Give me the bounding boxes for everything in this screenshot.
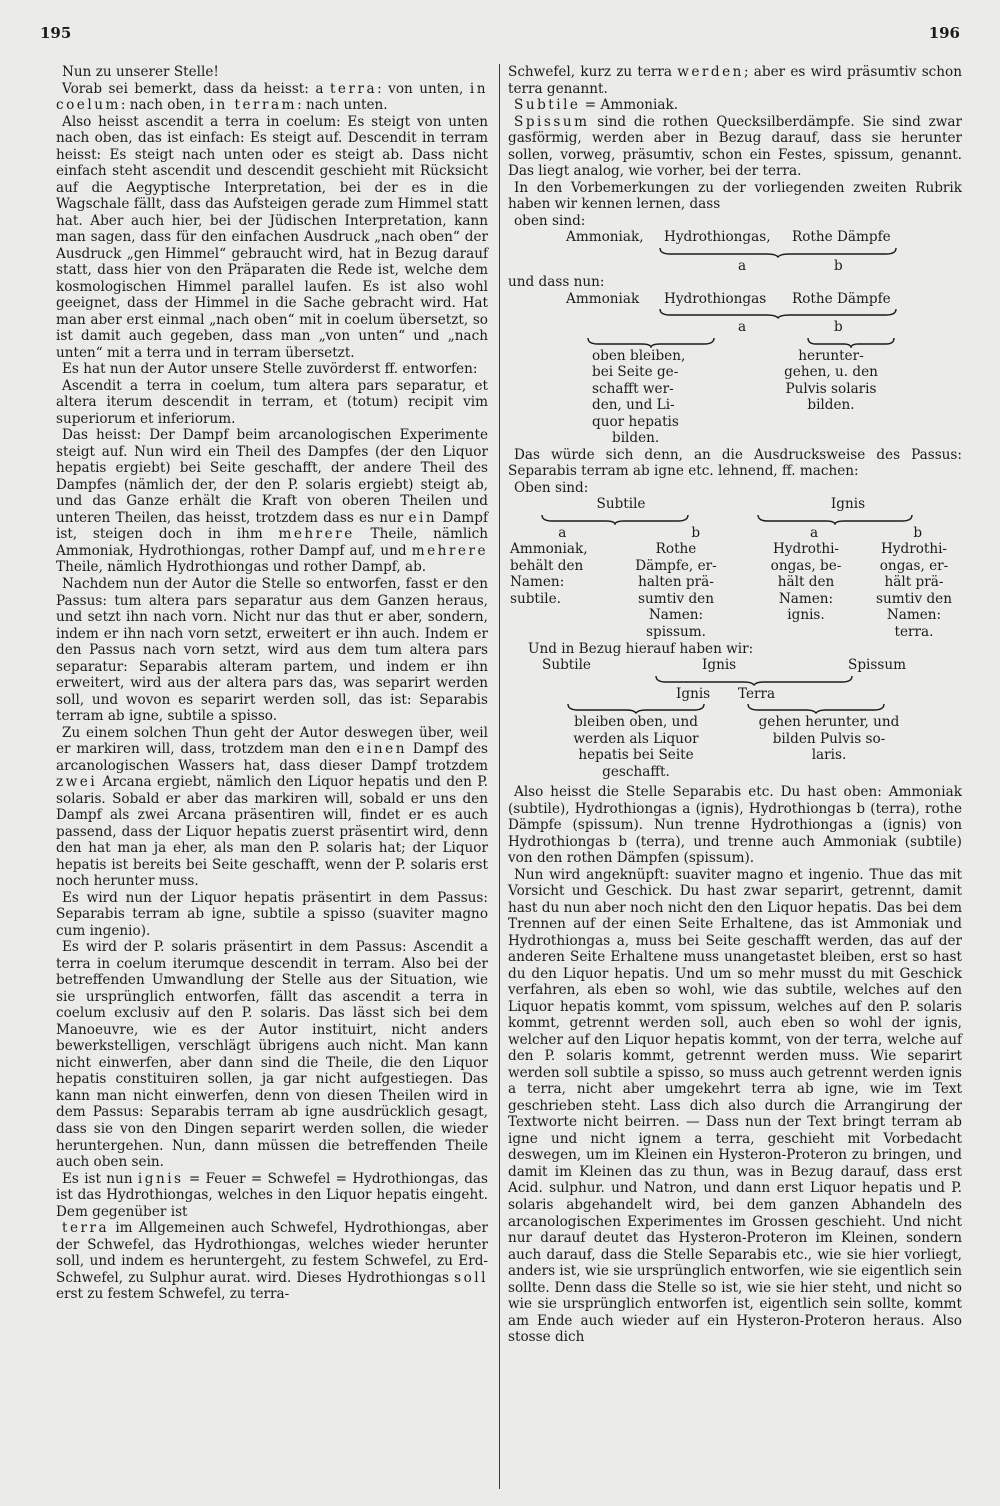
left-column [56,64,488,1303]
paragraph: Ascendit a terra in coelum, tum altera pars separatur, et altera iterum descendit in terram, et (totum) recipit vim superiorum et inferiorum. [56,377,488,427]
diagram-oben-sind [508,496,962,640]
diagram-cell: Hydrothi- ongas, er- hält prä- sumtiv den Namen: terra. [876,541,952,640]
diagram-note-left: bleiben oben, und werden als Liquor hepatis bei Seite geschafft. [573,714,699,780]
brace [756,513,914,525]
diagram-note-right: herunter- gehen, u. den Pulvis solaris bilden. [784,347,878,414]
brace [566,702,706,714]
paragraph: Also heisst ascendit a terra in coelum: Es steigt von unten nach oben, das ist einfach: Es steigt auf. Descendit in terram heisst: Es steigt nach unten oder es steigt ab. Dass nicht einfach steht ascendit und descendit geschieht mit Rücksicht auf die Aegyptische Interpretation, bei der es in die Wagschale fällt, dass das Aufsteigen gerade zum Himmel statt hat. Aber auch hier, bei der Jüdischen Interpretation, kann man sagen, dass für den einfachen Ausdruck „nach oben“ der Ausdruck „gen Himmel“ gebraucht wird, hat in Bezug darauf statt, dass hier von den Präparaten die Rede ist, welche dem kosmologischen Himmel parallel laufen. Es ist also wohl geeignet, dass der Himmel in die Sache gebracht wird. Hat man aber erst einmal „nach oben“ mit in coelum übersetzt, so ist damit auch gegeben, dass man „von unten“ und „nach unten“ mit a terra und in terram übersetzt. [56,113,488,361]
paragraph: Nachdem nun der Autor die Stelle so entworfen, fasst er den Passus: tum altera pars separatur aus dem Ganzen heraus, und setzt ihn nach vorn. Nicht nur das thut er aber, sondern, indem er ihn nach vorn setzt, erweitert er ihn auch. Indem er den Passus nach vorn setzt, wird aus dem tum altera pars separatur: Separabis alteram partem, und indem er ihn erweitert, wird aus der altera pars das, was separirt werden soll, und wovon es separirt werden soll, das ist: Separabis terram ab igne, subtile a spisso. [56,575,488,725]
brace [654,674,854,686]
paragraph: Es wird nun der Liquor hepatis präsentirt in dem Passus: Separabis terram ab igne, subtile a spisso (suaviter magno cum ingenio). [56,889,488,939]
paragraph: oben sind: [514,212,586,229]
diagram-label: a [737,257,747,274]
paragraph: Subtile = Ammoniak. [514,97,679,114]
paragraph: Es hat nun der Autor unsere Stelle zuvörderst ff. entworfen: [62,361,478,378]
paragraph: terra im Allgemeinen auch Schwefel, Hydrothiongas, aber der Schwefel, das Hydrothiongas, welches wieder herunter soll, und indem es heruntergeht, zu festem Schwefel, zu Erd-Schwefel, zu Sulphur aurat. wird. Dieses Hydrothiongas soll erst zu festem Schwefel, zu terra- [56,1220,488,1303]
diagram-label: a [810,524,819,541]
diagram-cell: Hydrothi- ongas, be- hält den Namen: ignis. [770,541,842,624]
diagram-nun [566,291,962,447]
diagram-bezug [508,657,962,780]
paragraph: Das würde sich denn, an die Ausdrucksweise des Passus: Separabis terram ab igne etc. lehnend, ff. machen: [508,446,962,480]
diagram-cell: Ammoniak, behält den Namen: subtile. [510,541,588,607]
paragraph: Nun zu unserer Stelle! [62,64,219,80]
brace [658,307,898,319]
paragraph: Es ist nun ignis = Feuer = Schwefel = Hydrothiongas, das ist das Hydrothiongas, welches in den Liquor hepatis eingeht. Dem gegenüber ist [56,1170,488,1220]
paragraph: Das heisst: Der Dampf beim arcanologischen Experimente steigt auf. Nun wird ein Theil des Dampfes (der den Liquor hepatis ergiebt) bei Seite geschafft, der andere Theil des Dampfes (nämlich der, der den P. solaris ergiebt) steigt ab, und das Ganze erhält die Kraft von oberen Theilen und unteren Theilen, das heisst, trotzdem dass es nur ein Dampf ist, steigen doch in ihm mehrere Theile, nämlich Ammoniak, Hydrothiongas, rother Dampf auf, und mehrere Theile, nämlich Hydrothiongas und rother Dampf, ab. [56,427,488,576]
paragraph: Nun wird angeknüpft: suaviter magno et ingenio. Thue das mit Vorsicht und Geschick. Du hast zwar separirt, getrennt, damit hast du nun aber noch nicht den den Liquor hepatis. Das bei dem Trennen auf der einen Seite Erhaltene, das ist Ammoniak und Hydrothiongas a, muss bei Seite geschafft werden, das auf der anderen Seite Erhaltene muss unangetastet bleiben, erst so hast du den Liquor hepatis. Und um so mehr musst du mit Geschick verfahren, als eben so wohl, wie das subtile, welches auf den Liquor hepatis kommt, vom spissum, welches auf den P. solaris kommt, getrennt werden soll, auch eben so wohl der ignis, welcher auf den Liquor hepatis kommt, von der terra, welche auf den P. solaris kommt, getrennt werden muss. Wie separirt werden soll subtile a spisso, so muss auch getrennt werden ignis a terra, nicht aber umgekehrt terra ab igne, wie im Text geschrieben steht. Lass dich also durch die Arrangirung der Textworte nicht beirren. — Dass nun der Text bringt terram ab igne und nicht ignem a terra, geschieht mit Vorbedacht deswegen, um im Kleinen ein Hysteron-Proteron zu bringen, und damit im Kleinen das zu thun, was in Bezug darauf, dass erst Acid. sulphur. und Natron, und dann erst Liquor hepatis und P. solaris abgehandelt wird, bei dem ganzen Abhandeln des arcanologischen Experimentes im Grossen geschieht. Und nicht nur darauf deutet das Hysteron-Proteron im Kleinen, sondern auch darauf, dass die Stelle Separabis etc., wie sie hier vorliegt, anders ist, wie sie ursprünglich entworfen, wie sie eigentlich sein sollte. Denn dass die Stelle so ist, wie sie hier steht, und nicht so wie sie ursprünglich entworfen ist, eigentlich sein sollte, kommt am Ende auch wieder auf ein Hysteron-Proteron heraus. Also stosse dich [508,866,962,1346]
diagram-label: Subtile [542,657,591,674]
diagram-label: Hydrothiongas [664,290,767,307]
diagram-label: b [834,257,843,274]
diagram-label: Ignis [676,685,711,702]
brace [806,336,896,348]
paragraph: Schwefel, kurz zu terra werden; aber es wird präsumtiv schon terra genannt. [508,64,962,97]
brace [586,336,716,348]
brace [658,246,898,258]
diagram-label: a [737,319,747,336]
diagram-label: Ammoniak [566,290,640,307]
page-number-right: 196 [928,24,960,42]
paragraph: Vorab sei bemerkt, dass da heisst: a terra: von unten, in coelum: nach oben, in terram: nach unten. [56,80,488,114]
diagram-label: b [691,524,701,541]
diagram-label: Terra [738,685,776,702]
diagram-label: Spissum [848,657,906,674]
column-divider [499,64,500,1489]
right-column [508,64,962,1346]
diagram-label: Rothe Dämpfe [792,229,891,246]
paragraph: In den Vorbemerkungen zu der vorliegenden zweiten Rubrik haben wir kennen lernen, dass [508,179,962,213]
brace [540,513,690,525]
diagram-label: b [834,319,843,336]
diagram-cell: Rothe Dämpfe, er- halten prä- sumtiv den Namen: spissum. [635,541,717,640]
diagram-label: Ignis [702,657,737,674]
paragraph: Spissum sind die rothen Quecksilberdämpfe. Sie sind zwar gasförmig, werden aber in Bezug darauf, dass sie herunter sollen, vorweg, präsumtiv, schon ein Festes, spissum, genannt. Das liegt analog, wie vorher, bei der terra. [508,113,962,180]
diagram-note-right: gehen herunter, und bilden Pulvis so- laris. [758,714,900,764]
diagram-label: Ammoniak, [566,229,644,246]
diagram-note-left: oben bleiben, bei Seite ge- schafft wer- den, und Li- quor hepatis bilden. [592,347,686,447]
diagram-label: Ignis [830,496,866,513]
diagram-label: b [913,524,923,541]
brace [746,702,886,714]
paragraph: Oben sind: [514,479,589,496]
paragraph: Zu einem solchen Thun geht der Autor deswegen über, weil er markiren will, dass, trotzdem man den einen Dampf des arcanologischen Wassers hat, dass dieser Dampf trotzdem zwei Arcana ergiebt, nämlich den Liquor hepatis und den P. solaris. Sobald er aber das markiren will, sobald er uns den Dampf als zwei Arcana präsentiren will, findet er es auch passend, dass der Liquor hepatis zuerst präsentirt wird, denn den hat man ja eher, als man den P. solaris hat; der Liquor hepatis ist bereits bei Seite geschafft, wenn der P. solaris erst noch herunter muss. [56,724,488,890]
diagram-label: Hydrothiongas, [664,229,771,246]
diagram-oben [566,229,962,274]
page-number-left: 195 [40,24,72,42]
diagram-label: a [558,524,567,541]
diagram-label: Subtile [596,496,646,513]
paragraph: Und in Bezug hierauf haben wir: [528,640,754,657]
paragraph: Also heisst die Stelle Separabis etc. Du hast oben: Ammoniak (subtile), Hydrothiongas a (ignis), Hydrothiongas b (terra), rothe Dämpfe (spissum). Nun trenne Hydrothiongas a (ignis) von Hydrothiongas b (terra), und trenne auch Ammoniak (subtile) von den rothen Dämpfen (spissum). [508,784,962,867]
paragraph: Es wird der P. solaris präsentirt in dem Passus: Ascendit a terra in coelum iterumque descendit in terram. Also bei der betreffenden Umwandlung der Stelle aus der Situation, wie sie ursprünglich entworfen, fällt das ascendit a terra in coelum exclusiv auf den P. solaris. Das lässt sich bei dem Manoeuvre, wie es der Autor instituirt, nicht anders bewerkstelligen, verschlägt übrigens auch nicht. Man kann nicht einwerfen, aber dann sind die Theile, die den Liquor hepatis constituiren sollen, ja gar nicht aufgestiegen. Das kann man nicht einwerfen, denn von diesen Theilen wird in dem Passus: Separabis terram ab igne ausdrücklich gesagt, dass sie von den Dingen separirt werden sollen, die wieder heruntergehen. Nun, dann müssen die betreffenden Theile auch oben sein. [56,939,488,1171]
paragraph: und dass nun: [508,274,605,291]
diagram-label: Rothe Dämpfe [792,290,891,307]
